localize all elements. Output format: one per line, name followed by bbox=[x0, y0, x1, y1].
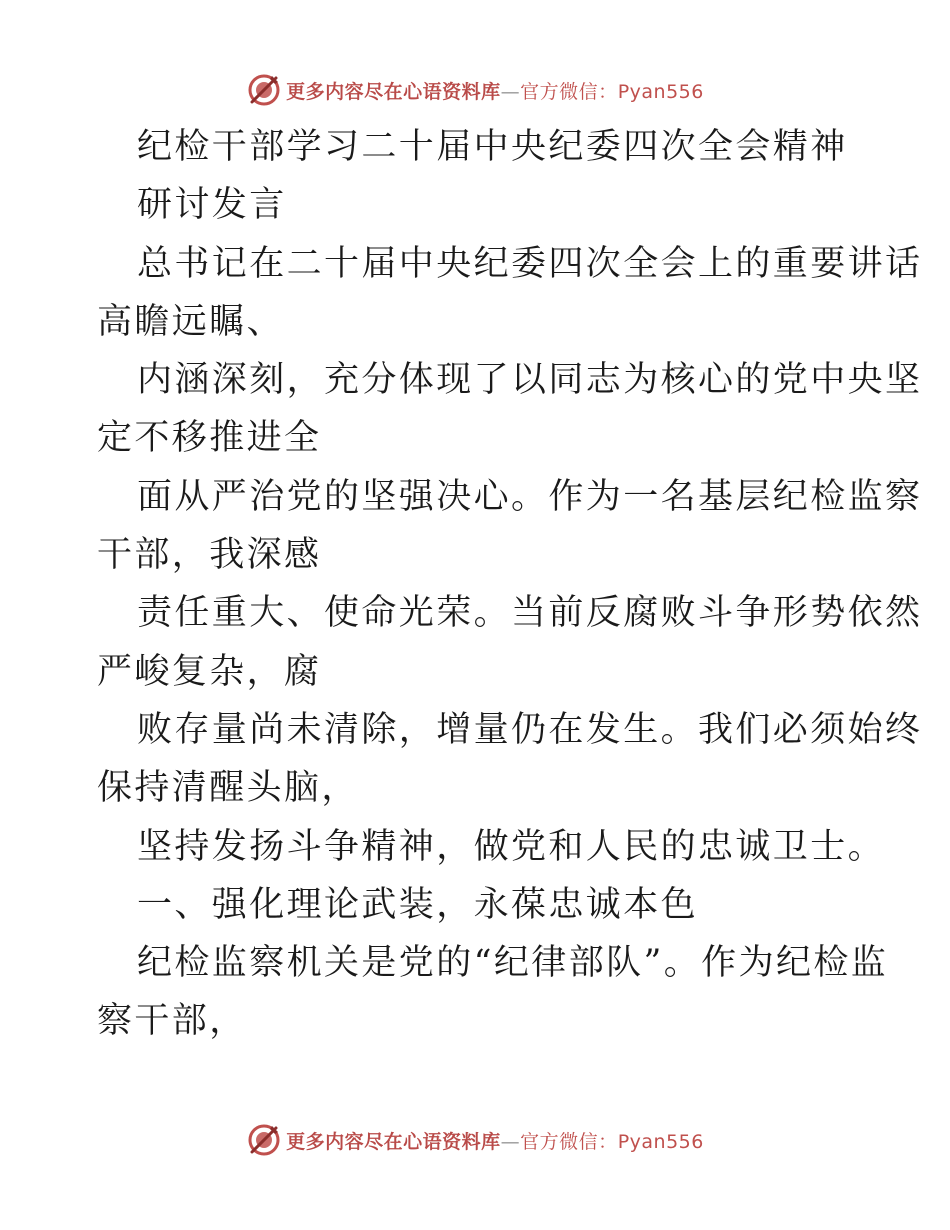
watermark-dash: — bbox=[500, 80, 521, 103]
document-title: 纪检干部学习二十届中央纪委四次全会精神 bbox=[137, 127, 848, 167]
watermark-text bbox=[286, 1127, 704, 1154]
paragraph-line: 坚持发扬斗争精神，做党和人民的忠诚卫士。 bbox=[137, 826, 886, 867]
watermark-wechat-id: Pyan556 bbox=[617, 1130, 704, 1153]
paragraph-line: 保持清醒头脑， bbox=[97, 768, 359, 809]
paragraph-line: 败存量尚未清除，增量仍在发生。我们必须始终 bbox=[137, 709, 923, 750]
watermark-site: 更多内容尽在心语资料库 bbox=[286, 80, 501, 103]
paragraph-line: 严峻复杂，腐 bbox=[97, 651, 322, 692]
watermark-site: 更多内容尽在心语资料库 bbox=[286, 1130, 501, 1153]
paragraph-line: 内涵深刻，充分体现了以同志为核心的党中央坚 bbox=[137, 360, 923, 401]
paragraph-line: 面从严治党的坚强决心。作为一名基层纪检监察 bbox=[137, 476, 923, 517]
header-watermark bbox=[0, 70, 950, 110]
watermark-wechat-label: 官方微信： bbox=[520, 80, 618, 103]
watermark-wechat-id: Pyan556 bbox=[617, 80, 704, 103]
paragraph-line: 定不移推进全 bbox=[97, 418, 322, 459]
document-subtitle: 研讨发言 bbox=[137, 185, 287, 226]
footer-watermark bbox=[0, 1120, 950, 1160]
quill-seal-icon bbox=[246, 72, 282, 108]
document-body bbox=[97, 118, 923, 1051]
quill-seal-icon bbox=[246, 1122, 282, 1158]
paragraph-line: 责任重大、使命光荣。当前反腐败斗争形势依然 bbox=[137, 593, 923, 634]
paragraph-line: 高瞻远瞩、 bbox=[97, 301, 285, 342]
paragraph-line: 总书记在二十届中央纪委四次全会上的重要讲话 bbox=[137, 243, 923, 284]
watermark-text bbox=[286, 77, 704, 104]
paragraph-line: 纪检监察机关是党的“纪律部队”。作为纪检监 bbox=[137, 943, 889, 984]
paragraph-line: 干部，我深感 bbox=[97, 535, 322, 576]
watermark-dash: — bbox=[500, 1130, 521, 1153]
section-heading: 一、强化理论武装，永葆忠诚本色 bbox=[137, 884, 699, 925]
paragraph-line: 察干部， bbox=[97, 1001, 247, 1042]
watermark-wechat-label: 官方微信： bbox=[520, 1130, 618, 1153]
